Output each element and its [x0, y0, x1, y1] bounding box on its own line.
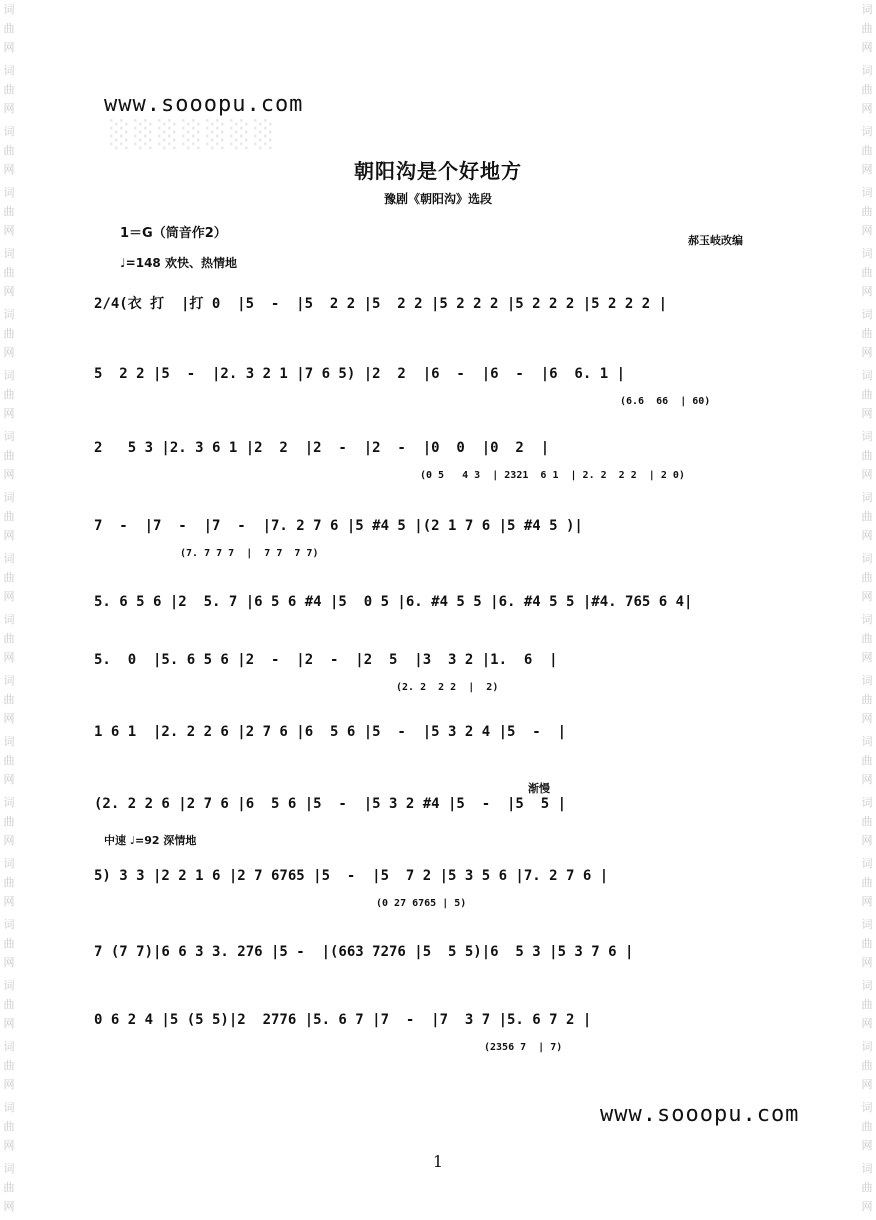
side-watermark-glyph: 网: [3, 834, 15, 847]
side-watermark-glyph: 网: [3, 163, 15, 176]
side-watermark-glyph: 词: [3, 735, 15, 748]
side-watermark-glyph: 词: [3, 308, 15, 321]
side-watermark-glyph: 曲: [861, 815, 873, 828]
side-watermark-glyph: 词: [3, 491, 15, 504]
side-watermark-glyph: 曲: [861, 449, 873, 462]
side-watermark-glyph: 曲: [3, 1059, 15, 1072]
score-accompaniment: (0 5 4 3 | 2321 6 1 | 2. 2 2 2 | 2 0): [420, 470, 685, 481]
side-watermark-glyph: 曲: [3, 22, 15, 35]
side-watermark-glyph: 曲: [861, 876, 873, 889]
side-watermark-glyph: 网: [861, 773, 873, 786]
side-watermark-glyph: 网: [861, 529, 873, 542]
rit-marking: 渐慢: [528, 782, 550, 795]
side-watermark-glyph: 词: [3, 1101, 15, 1114]
side-watermark-glyph: 词: [861, 857, 873, 870]
side-watermark-glyph: 曲: [861, 205, 873, 218]
side-watermark-glyph: 词: [861, 64, 873, 77]
side-watermark-glyph: 网: [861, 285, 873, 298]
side-watermark-glyph: 网: [3, 102, 15, 115]
side-watermark-glyph: 词: [861, 674, 873, 687]
side-watermark-glyph: 词: [861, 491, 873, 504]
key-signature: 1＝G（筒音作2）: [120, 226, 227, 241]
side-watermark-glyph: 词: [3, 430, 15, 443]
side-watermark-glyph: 曲: [861, 22, 873, 35]
side-watermark-glyph: 词: [3, 369, 15, 382]
side-watermark-glyph: 网: [861, 1078, 873, 1091]
side-watermark-glyph: 网: [3, 956, 15, 969]
side-watermark-glyph: 词: [3, 1040, 15, 1053]
side-watermark-glyph: 词: [3, 796, 15, 809]
side-watermark-glyph: 网: [3, 1139, 15, 1152]
side-watermark-glyph: 曲: [3, 327, 15, 340]
side-watermark-glyph: 网: [3, 1200, 15, 1213]
side-watermark-glyph: 曲: [3, 693, 15, 706]
side-watermark-glyph: 词: [3, 186, 15, 199]
side-watermark-glyph: 曲: [3, 998, 15, 1011]
side-watermark-glyph: 曲: [861, 693, 873, 706]
side-watermark-glyph: 网: [861, 468, 873, 481]
side-watermark-glyph: 网: [3, 41, 15, 54]
side-watermark-glyph: 曲: [3, 144, 15, 157]
side-watermark-glyph: 曲: [861, 266, 873, 279]
side-watermark-glyph: 曲: [3, 266, 15, 279]
score-system: 5) 3 3 |2 2 1 6 |2 7 6765 |5 - |5 7 2 |5 3 5 6 |7. 2 7 6 |: [94, 868, 609, 884]
side-watermark-glyph: 曲: [3, 754, 15, 767]
side-watermark-glyph: 网: [3, 224, 15, 237]
side-watermark-glyph: 网: [861, 1139, 873, 1152]
side-watermark-glyph: 曲: [3, 815, 15, 828]
side-watermark-glyph: 网: [3, 651, 15, 664]
side-watermark-glyph: 网: [861, 712, 873, 725]
side-watermark-glyph: 词: [3, 3, 15, 16]
arranger: 郝玉岐改编: [688, 234, 743, 247]
side-watermark-glyph: 曲: [3, 83, 15, 96]
page-number: 1: [432, 1152, 444, 1171]
side-watermark-glyph: 曲: [861, 144, 873, 157]
side-watermark-glyph: 网: [3, 773, 15, 786]
side-watermark-glyph: 词: [861, 918, 873, 931]
side-watermark-glyph: 网: [3, 1078, 15, 1091]
score-accompaniment: (7. 7 7 7 | 7 7 7 7): [180, 548, 319, 559]
side-watermark-glyph: 词: [3, 1162, 15, 1175]
side-watermark-glyph: 曲: [3, 1181, 15, 1194]
side-watermark-glyph: 词: [3, 613, 15, 626]
side-watermark-glyph: 曲: [861, 327, 873, 340]
side-watermark-glyph: 曲: [861, 571, 873, 584]
score-system: 5. 0 |5. 6 5 6 |2 - |2 - |2 5 |3 3 2 |1. 6 |: [94, 652, 558, 668]
side-watermark-glyph: 网: [861, 407, 873, 420]
side-watermark-glyph: 词: [861, 1162, 873, 1175]
side-watermark-glyph: 词: [3, 918, 15, 931]
side-watermark-glyph: 曲: [861, 510, 873, 523]
side-watermark-glyph: 词: [861, 308, 873, 321]
side-watermark-glyph: 曲: [861, 998, 873, 1011]
side-watermark-glyph: 词: [861, 247, 873, 260]
side-watermark-glyph: 曲: [3, 571, 15, 584]
side-watermark-glyph: 词: [861, 1040, 873, 1053]
side-watermark-glyph: 网: [3, 1017, 15, 1030]
side-watermark-glyph: 曲: [861, 937, 873, 950]
score-system: 7 - |7 - |7 - |7. 2 7 6 |5 #4 5 |(2 1 7 6 |5 #4 5 )|: [94, 518, 583, 534]
side-watermark-glyph: 词: [861, 735, 873, 748]
side-watermark-glyph: 网: [861, 895, 873, 908]
tempo-marking: ♩=148 欢快、热情地: [120, 256, 237, 270]
score-system: 5 2 2 |5 - |2. 3 2 1 |7 6 5) |2 2 |6 - |6 - |6 6. 1 |: [94, 366, 626, 382]
side-watermark-glyph: 曲: [861, 1120, 873, 1133]
score-accompaniment: (0 27 6765 | 5): [376, 898, 467, 909]
side-watermark-glyph: 网: [3, 712, 15, 725]
side-watermark-glyph: 词: [3, 552, 15, 565]
side-watermark-glyph: 网: [861, 1017, 873, 1030]
side-watermark-glyph: 网: [861, 834, 873, 847]
side-watermark-glyph: 曲: [861, 1181, 873, 1194]
score-system: 1 6 1 |2. 2 2 6 |2 7 6 |6 5 6 |5 - |5 3 2 4 |5 - |: [94, 724, 567, 740]
side-watermark-glyph: 词: [3, 247, 15, 260]
side-watermark-glyph: 词: [861, 1101, 873, 1114]
side-watermark-glyph: 网: [861, 41, 873, 54]
score-system: 2/4(衣 打 |打 0 |5 - |5 2 2 |5 2 2 |5 2 2 2 |5 2 2 2 |5 2 2 2 |: [94, 296, 668, 312]
side-watermark-glyph: 曲: [3, 632, 15, 645]
side-watermark-glyph: 词: [861, 613, 873, 626]
score-system: 7 (7 7)|6 6 3 3. 276 |5 - |(663 7276 |5 5 5)|6 5 3 |5 3 7 6 |: [94, 944, 634, 960]
score-accompaniment: (6.6 66 | 60): [620, 396, 711, 407]
tempo-marking-2: 中速 ♩=92 深情地: [104, 834, 197, 847]
side-watermark-glyph: 网: [3, 529, 15, 542]
side-watermark-glyph: 曲: [861, 1059, 873, 1072]
side-watermark-glyph: 曲: [861, 632, 873, 645]
side-watermark-glyph: 网: [861, 651, 873, 664]
side-watermark-glyph: 词: [861, 186, 873, 199]
side-watermark-glyph: 词: [3, 125, 15, 138]
page-subtitle: 豫剧《朝阳沟》选段: [383, 192, 492, 206]
side-watermark-glyph: 网: [861, 102, 873, 115]
side-watermark-glyph: 曲: [3, 388, 15, 401]
side-watermark-glyph: 词: [861, 796, 873, 809]
side-watermark-glyph: 词: [861, 3, 873, 16]
page-title: 朝阳沟是个好地方: [354, 159, 522, 183]
background-watermark: ░░░░░░░: [110, 120, 278, 150]
side-watermark-glyph: 词: [861, 979, 873, 992]
side-watermark-glyph: 网: [3, 895, 15, 908]
side-watermark-glyph: 网: [861, 1200, 873, 1213]
side-watermark-glyph: 词: [861, 552, 873, 565]
side-watermark-glyph: 网: [3, 285, 15, 298]
side-watermark-glyph: 曲: [861, 754, 873, 767]
side-watermark-glyph: 曲: [861, 388, 873, 401]
side-watermark-glyph: 曲: [3, 1120, 15, 1133]
side-watermark-glyph: 网: [861, 224, 873, 237]
site-url-bottom[interactable]: www.sooopu.com: [600, 1102, 800, 1127]
side-watermark-glyph: 词: [3, 979, 15, 992]
side-watermark-glyph: 网: [861, 956, 873, 969]
side-watermark-glyph: 词: [3, 674, 15, 687]
side-watermark-glyph: 网: [861, 590, 873, 603]
score-system: 5. 6 5 6 |2 5. 7 |6 5 6 #4 |5 0 5 |6. #4 5 5 |6. #4 5 5 |#4. 765 6 4|: [94, 594, 693, 610]
side-watermark-glyph: 曲: [3, 937, 15, 950]
side-watermark-glyph: 词: [861, 369, 873, 382]
score-system: (2. 2 2 6 |2 7 6 |6 5 6 |5 - |5 3 2 #4 |5 - |5 5 |: [94, 796, 567, 812]
side-watermark-glyph: 网: [861, 346, 873, 359]
side-watermark-glyph: 词: [3, 64, 15, 77]
side-watermark-glyph: 网: [3, 346, 15, 359]
side-watermark-glyph: 网: [3, 590, 15, 603]
score-system: 0 6 2 4 |5 (5 5)|2 2776 |5. 6 7 |7 - |7 3 7 |5. 6 7 2 |: [94, 1012, 592, 1028]
score-accompaniment: (2356 7 | 7): [484, 1042, 563, 1053]
site-url-top[interactable]: www.sooopu.com: [104, 92, 304, 117]
side-watermark-glyph: 网: [3, 407, 15, 420]
side-watermark-glyph: 曲: [3, 876, 15, 889]
side-watermark-glyph: 网: [3, 468, 15, 481]
side-watermark-glyph: 网: [861, 163, 873, 176]
score-system: 2 5 3 |2. 3 6 1 |2 2 |2 - |2 - |0 0 |0 2 |: [94, 440, 550, 456]
side-watermark-glyph: 曲: [3, 205, 15, 218]
side-watermark-glyph: 词: [3, 857, 15, 870]
side-watermark-glyph: 曲: [3, 510, 15, 523]
side-watermark-glyph: 词: [861, 430, 873, 443]
score-accompaniment: (2. 2 2 2 | 2): [396, 682, 499, 693]
side-watermark-glyph: 词: [861, 125, 873, 138]
side-watermark-glyph: 曲: [3, 449, 15, 462]
side-watermark-glyph: 曲: [861, 83, 873, 96]
